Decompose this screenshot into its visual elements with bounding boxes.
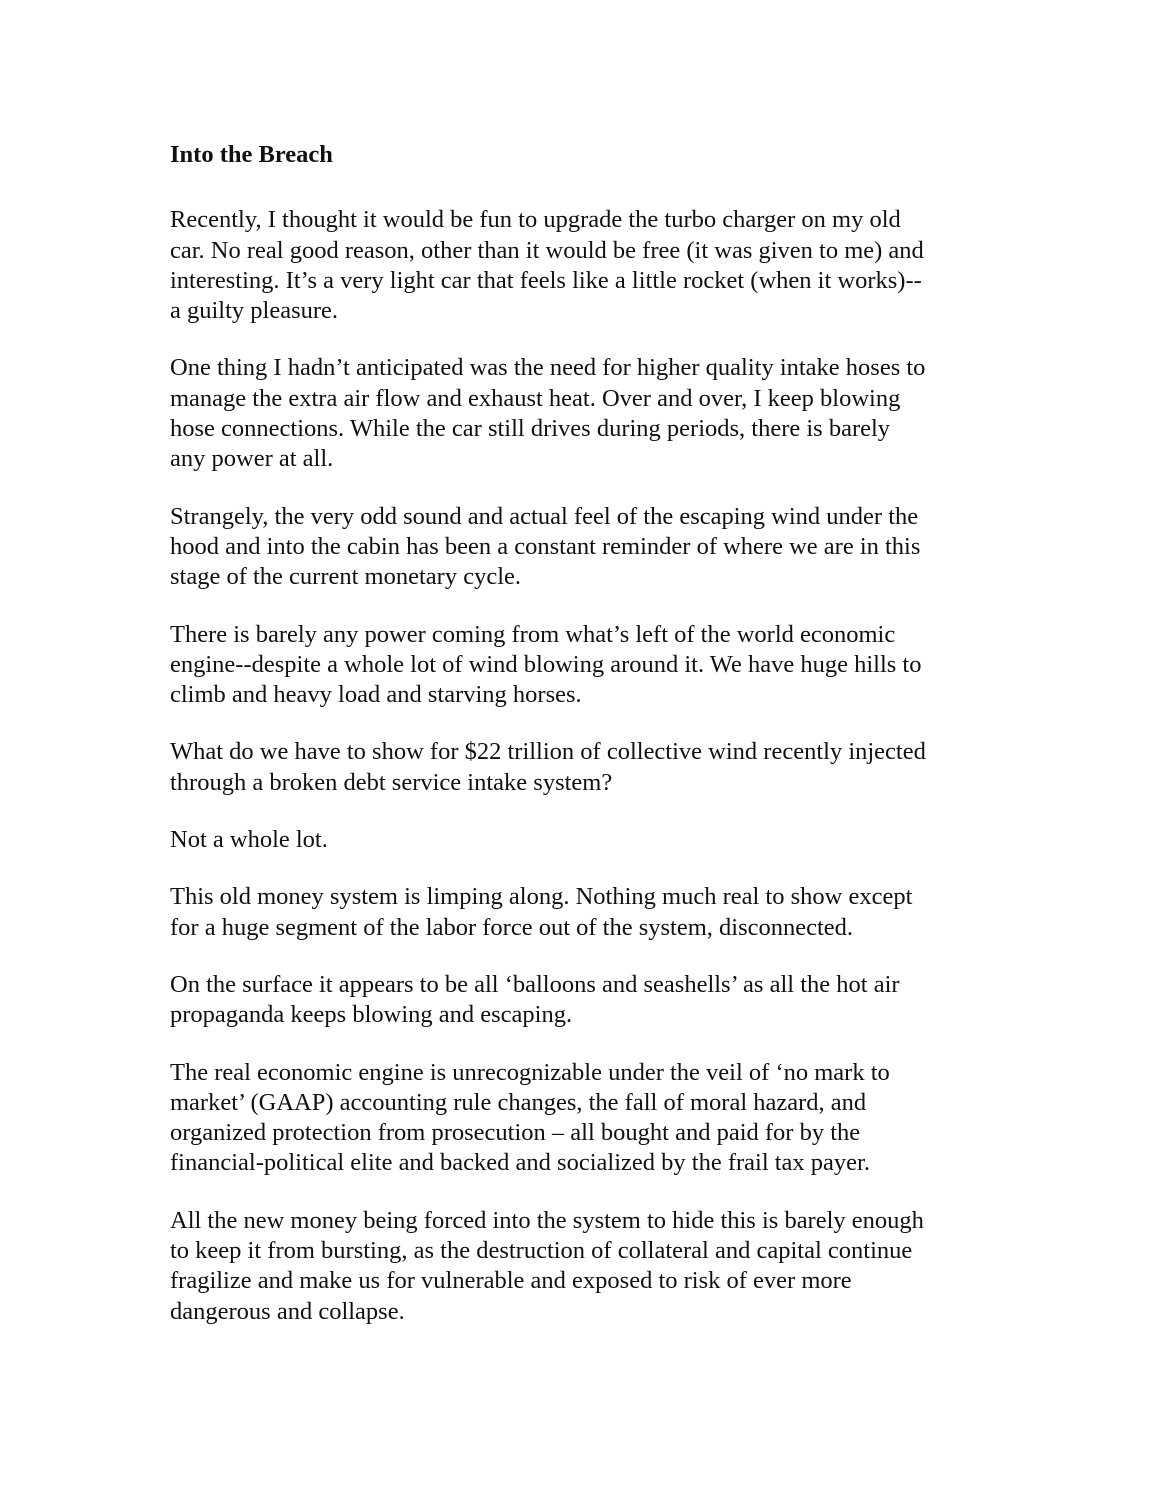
text-line: manage the extra air flow and exhaust heat. Over and over, I keep blowing — [170, 384, 901, 412]
text-line: through a broken debt service intake system? — [170, 768, 613, 796]
text-line: climb and heavy load and starving horses. — [170, 681, 582, 709]
text-line: The real economic engine is unrecognizable under the veil of ‘no mark to — [170, 1058, 890, 1086]
document-title: Into the Breach — [170, 141, 333, 168]
document-body — [170, 140, 1000, 1354]
text-line: What do we have to show for $22 trillion of collective wind recently injected — [170, 738, 926, 766]
text-line: One thing I hadn’t anticipated was the need for higher quality intake hoses to — [170, 354, 926, 382]
text-line: This old money system is limping along. Nothing much real to show except — [170, 883, 913, 911]
text-line: Strangely, the very odd sound and actual feel of the escaping wind under the — [170, 502, 919, 530]
text-line: propaganda keeps blowing and escaping. — [170, 1001, 573, 1029]
text-line: hose connections. While the car still drives during periods, there is barely — [170, 415, 891, 443]
text-line: Not a whole lot. — [170, 826, 328, 854]
text-line: interesting. It’s a very light car that feels like a little rocket (when it works)-- — [170, 266, 922, 294]
text-line: any power at all. — [170, 445, 334, 473]
text-line: for a huge segment of the labor force out of the system, disconnected. — [170, 913, 854, 941]
text-line: There is barely any power coming from what’s left of the world economic — [170, 620, 896, 648]
text-line: fragilize and make us for vulnerable and exposed to risk of ever more — [170, 1267, 852, 1295]
paragraph — [170, 970, 1000, 1031]
text-line: to keep it from bursting, as the destruction of collateral and capital continue — [170, 1237, 913, 1265]
text-line: stage of the current monetary cycle. — [170, 563, 522, 591]
paragraph — [170, 205, 1000, 326]
paragraph — [170, 620, 1000, 711]
paragraph — [170, 882, 1000, 943]
text-line: engine--despite a whole lot of wind blowing around it. We have huge hills to — [170, 650, 922, 678]
paragraph — [170, 353, 1000, 474]
text-line: car. No real good reason, other than it would be free (it was given to me) and — [170, 236, 924, 264]
text-line: hood and into the cabin has been a constant reminder of where we are in this — [170, 532, 921, 560]
paragraph — [170, 737, 1000, 798]
text-line: Recently, I thought it would be fun to upgrade the turbo charger on my old — [170, 206, 901, 234]
text-line: a guilty pleasure. — [170, 297, 339, 325]
paragraph — [170, 1206, 1000, 1327]
paragraph-list — [170, 205, 1000, 1327]
paragraph — [170, 825, 1000, 855]
text-line: market’ (GAAP) accounting rule changes, the fall of moral hazard, and — [170, 1088, 867, 1116]
text-line: financial-political elite and backed and socialized by the frail tax payer. — [170, 1149, 870, 1177]
text-line: On the surface it appears to be all ‘balloons and seashells’ as all the hot air — [170, 970, 900, 998]
text-line: dangerous and collapse. — [170, 1297, 405, 1325]
text-line: organized protection from prosecution – all bought and paid for by the — [170, 1119, 861, 1147]
paragraph — [170, 1058, 1000, 1179]
text-line: All the new money being forced into the system to hide this is barely enough — [170, 1206, 924, 1234]
paragraph — [170, 502, 1000, 593]
